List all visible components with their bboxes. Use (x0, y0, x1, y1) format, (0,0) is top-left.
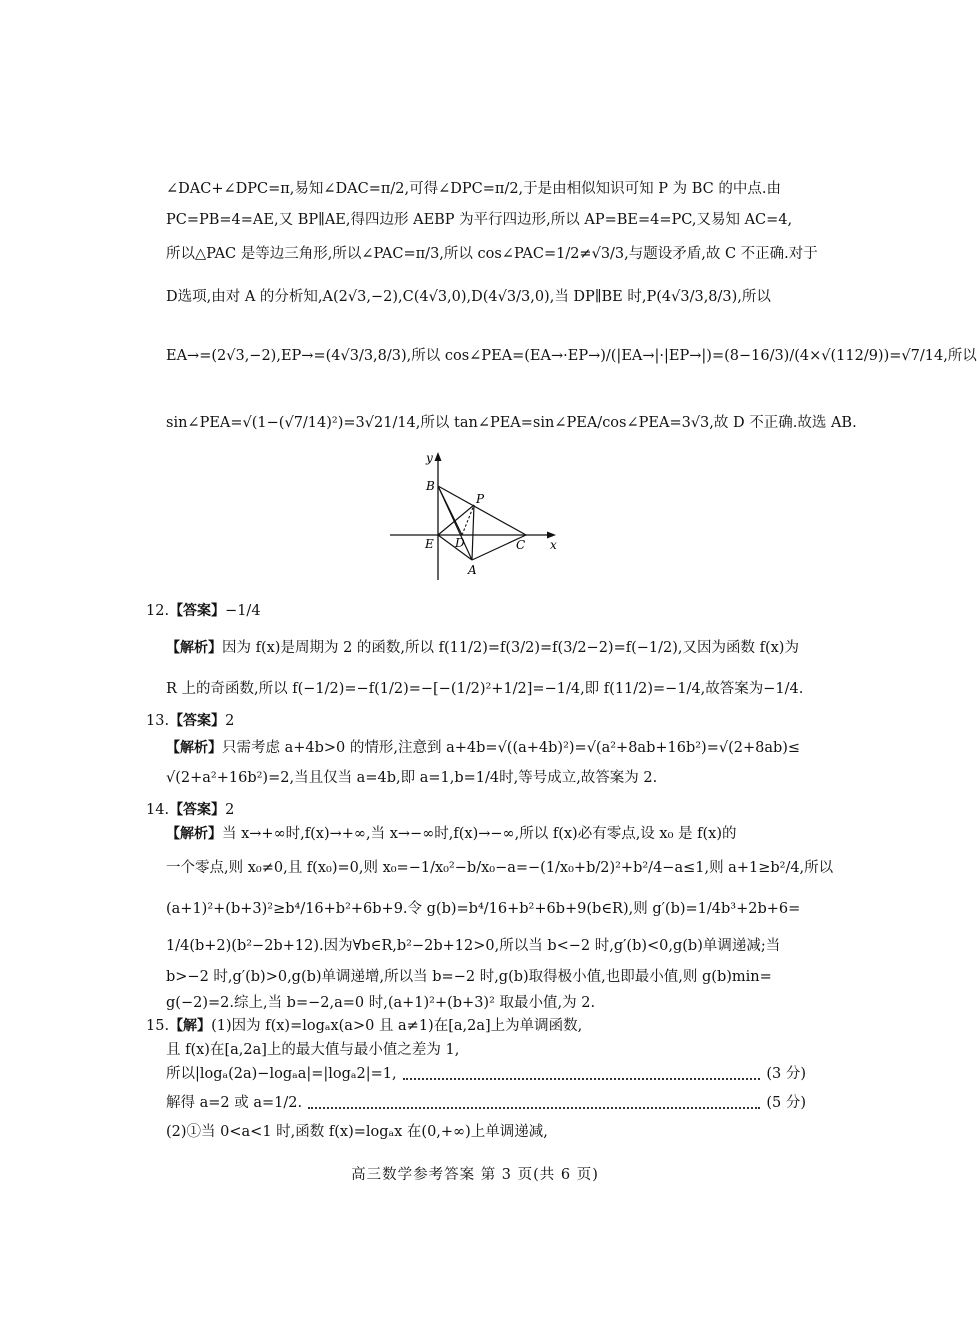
solution11-line-4: D选项,由对 A 的分析知,A(2√3,−2),C(4√3,0),D(4√3/3,0),当 DP∥BE 时,P(4√3/3,8/3),所以 (166, 289, 771, 305)
label-B: B (426, 479, 435, 493)
q13-number: 13. (146, 713, 170, 729)
q14-analysis-line-3: (a+1)²+(b+3)²≥b⁴/16+b²+6b+9.令 g(b)=b⁴/16+b²+6b+9(b∈R),则 g′(b)=1/4b³+2b+6= (166, 901, 801, 917)
page-footer: 高三数学参考答案 第 3 页(共 6 页) (351, 1167, 599, 1183)
q12-number: 12. (146, 603, 170, 619)
dot-leader (308, 1106, 760, 1109)
q14-analysis-line-1 (166, 823, 806, 845)
q15-score-1: (3 分) (766, 1066, 806, 1082)
q14-number: 14. (146, 802, 170, 818)
q15-line-last: (2)①当 0<a<1 时,函数 f(x)=logₐx 在(0,+∞)上单调递减, (166, 1124, 548, 1140)
q13-analysis-text-1: 只需考虑 a+4b>0 的情形,注意到 a+4b=√((a+4b)²)=√(a²+8ab+16b²)=√(2+8ab)≤ (222, 740, 801, 756)
q12-analysis-text-1: 因为 f(x)是周期为 2 的函数,所以 f(11/2)=f(3/2)=f(3/2−2)=f(−1/2),又因为函数 f(x)为 (222, 640, 799, 656)
q15-number: 15. (146, 1018, 170, 1034)
q14-answer: 2 (225, 802, 235, 818)
q14-analysis-label: 【解析】 (166, 826, 222, 842)
q15-line-2: 且 f(x)在[a,2a]上的最大值与最小值之差为 1, (166, 1042, 460, 1058)
label-D: D (455, 536, 465, 550)
q13-answer-line (146, 710, 786, 732)
q15-text-1: (1)因为 f(x)=logₐx(a>0 且 a≠1)在[a,2a]上为单调函数, (211, 1018, 583, 1034)
q15-scored-text-2: 解得 a=2 或 a=1/2. (166, 1095, 303, 1111)
q12-answer-label: 【答案】 (169, 603, 226, 619)
segment-AP (472, 505, 474, 560)
q12-analysis-line-2: R 上的奇函数,所以 f(−1/2)=−f(1/2)=−[−(1/2)²+1/2]=−1/4,即 f(11/2)=−1/4,故答案为−1/4. (166, 681, 804, 697)
q14-answer-line (146, 799, 786, 821)
solution11-line-5: EA→=(2√3,−2),EP→=(4√3/3,8/3),所以 cos∠PEA=(EA→·EP→)/(|EA→|·|EP→|)=(8−16/3)/(4×√(112/9))=√7/14,所以 (166, 348, 977, 364)
solution11-line-1: ∠DAC+∠DPC=π,易知∠DAC=π/2,可得∠DPC=π/2,于是由相似知识可知 P 为 BC 的中点.由 (166, 181, 781, 197)
label-A: A (468, 563, 477, 577)
q12-analysis-line-1 (166, 637, 806, 659)
q13-answer-label: 【答案】 (169, 713, 226, 729)
q14-analysis-line-4: 1/4(b+2)(b²−2b+12).因为∀b∈R,b²−2b+12>0,所以当 b<−2 时,g′(b)<0,g(b)单调递减;当 (166, 938, 781, 954)
q13-analysis-line-2: √(2+a²+16b²)=2,当且仅当 a=4b,即 a=1,b=1/4时,等号成立,故答案为 2. (166, 770, 658, 786)
q14-analysis-line-2: 一个零点,则 x₀≠0,且 f(x₀)=0,则 x₀=−1/x₀²−b/x₀−a=−(1/x₀+b/2)²+b²/4−a≤1,则 a+1≥b²/4,所以 (166, 860, 834, 876)
q13-analysis-line-1 (166, 737, 806, 759)
q15-scored-line-2 (166, 1092, 806, 1114)
label-x: x (550, 538, 557, 552)
solution11-line-3: 所以△PAC 是等边三角形,所以∠PAC=π/3,所以 cos∠PAC=1/2≠√3/3,与题设矛盾,故 C 不正确.对于 (166, 246, 818, 262)
label-P: P (476, 492, 485, 506)
q15-solution-label: 【解】 (169, 1018, 212, 1034)
q13-analysis-label: 【解析】 (166, 740, 222, 756)
q12-answer: −1/4 (225, 603, 261, 619)
solution11-line-6: sin∠PEA=√(1−(√7/14)²)=3√21/14,所以 tan∠PEA=sin∠PEA/cos∠PEA=3√3,故 D 不正确.故选 AB. (166, 415, 857, 431)
q14-analysis-line-6: g(−2)=2.综上,当 b=−2,a=0 时,(a+1)²+(b+3)² 取最小值,为 2. (166, 995, 596, 1011)
q12-analysis-label: 【解析】 (166, 640, 222, 656)
solution11-line-2: PC=PB=4=AE,又 BP∥AE,得四边形 AEBP 为平行四边形,所以 AP=BE=4=PC,又易知 AC=4, (166, 212, 793, 228)
segment-EP (438, 505, 474, 535)
geometry-figure (390, 448, 570, 584)
q14-answer-label: 【答案】 (169, 802, 226, 818)
q14-analysis-line-5: b>−2 时,g′(b)>0,g(b)单调递增,所以当 b=−2 时,g(b)取得极小值,也即最小值,则 g(b)min= (166, 969, 772, 985)
label-C: C (516, 538, 526, 552)
q13-answer: 2 (225, 713, 235, 729)
q15-scored-line-1 (166, 1063, 806, 1085)
dot-leader (403, 1077, 761, 1080)
q12-answer-line (146, 600, 786, 622)
q14-analysis-text-1: 当 x→+∞时,f(x)→+∞,当 x→−∞时,f(x)→−∞,所以 f(x)必有零点,设 x₀ 是 f(x)的 (222, 826, 737, 842)
label-y: y (426, 451, 433, 465)
y-axis-arrow (435, 452, 442, 461)
label-E: E (425, 537, 434, 551)
q15-scored-text-1: 所以|logₐ(2a)−logₐa|=|logₐ2|=1, (166, 1066, 397, 1082)
q15-score-2: (5 分) (766, 1095, 806, 1111)
q15-line-1 (146, 1015, 786, 1037)
